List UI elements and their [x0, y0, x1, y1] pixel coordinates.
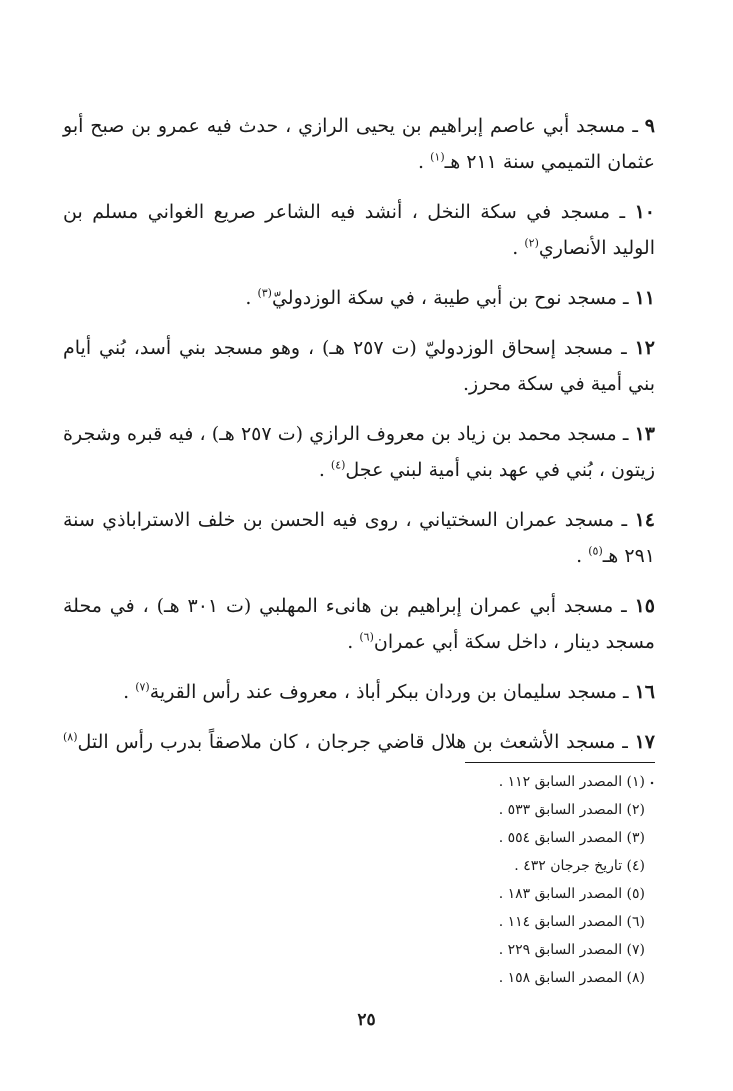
entry-number: ٩ [644, 115, 655, 137]
entry-punctuation: . [245, 287, 252, 309]
entry-punctuation: . [648, 767, 655, 789]
entry-number: ١١ [634, 287, 655, 309]
mosque-entry: ١٣ ـ مسجد محمد بن زياد بن معروف الرازي (ت ٢٥٧ هـ) ، فيه قبره وشجرة زيتون ، بُني في عهد بني أمية لبني عجل$^{(٤)}$ . [63, 423, 656, 481]
entry-punctuation: . [347, 631, 354, 653]
entry-number: ١٣ [634, 423, 656, 445]
footnote-marker: (٨) [63, 730, 78, 744]
mosque-entry: ١٦ ـ مسجد سليمان بن وردان ببكر أباذ ، معروف عند رأس القرية$^{(٧)}$ . [123, 680, 655, 703]
entry-text: مسجد في سكة النخل ، أنشد فيه الشاعر صريع الغواني مسلم بن الوليد الأنصاري [63, 201, 655, 259]
footnotes-list [345, 768, 645, 992]
footnote-item: (٧) المصدر السابق ٢٢٩ . [498, 942, 645, 958]
footnote-marker: (٥) [588, 544, 603, 558]
entry-number: ١٠ [634, 201, 655, 223]
footnote-marker: (٦) [359, 630, 374, 644]
entry-punctuation: . [123, 681, 130, 703]
entry-text: مسجد محمد بن زياد بن معروف الرازي (ت ٢٥٧ هـ) ، فيه قبره وشجرة زيتون ، بُني في عهد بني أمية لبني عجل [63, 423, 655, 481]
mosque-entry: ١٥ ـ مسجد أبي عمران إبراهيم بن هانىء المهلبي (ت ٣٠١ هـ) ، في محلة مسجد دينار ، داخل سكة أبي عمران$^{(٦)}$ . [63, 595, 655, 653]
entry-number: ١٦ [634, 681, 655, 703]
entry-punctuation: . [576, 545, 583, 567]
entry-number: ١٤ [634, 509, 655, 531]
entry-text: مسجد عمران السختياني ، روى فيه الحسن بن خلف الاستراباذي سنة ٢٩١ هـ [63, 509, 655, 567]
footnote-item: (٣) المصدر السابق ٥٥٤ . [498, 830, 645, 846]
entry-text: مسجد أبي عمران إبراهيم بن هانىء المهلبي (ت ٣٠١ هـ) ، في محلة مسجد دينار ، داخل سكة أبي عمران [63, 595, 655, 653]
mosque-entry: ١٢ ـ مسجد إسحاق الوزدوليّ (ت ٢٥٧ هـ) ، وهو مسجد بني أسد، بُني أيام بني أمية في سكة محرز. [63, 337, 655, 395]
mosque-entry: ١٠ ـ مسجد في سكة النخل ، أنشد فيه الشاعر صريع الغواني مسلم بن الوليد الأنصاري$^{(٢)}$ . [63, 201, 655, 259]
footnote-item: (٥) المصدر السابق ١٨٣ . [498, 886, 645, 902]
entry-number: ١٢ [634, 337, 655, 359]
footnote-item: (٦) المصدر السابق ١١٤ . [498, 914, 645, 930]
footnote-divider [465, 762, 655, 763]
footnote-item: (٤) تاريخ جرجان ٤٣٢ . [514, 858, 645, 874]
mosque-entry: ١١ ـ مسجد نوح بن أبي طيبة ، في سكة الوزدوليّ$^{(٣)}$ . [245, 286, 655, 309]
entry-text: مسجد أبي عاصم إبراهيم بن يحيى الرازي ، حدث فيه عمرو بن صبح أبو عثمان التميمي سنة ٢١١ هـ [63, 115, 655, 173]
footnote-marker: (٧) [135, 680, 150, 694]
footnote-marker: (١) [430, 150, 445, 164]
entry-number: ١٧ [634, 731, 655, 753]
entry-punctuation: . [512, 237, 519, 259]
footnote-marker: (٢) [524, 236, 539, 250]
entry-text: مسجد سليمان بن وردان ببكر أباذ ، معروف عند رأس القرية [149, 681, 617, 703]
page-number: ٢٥ [357, 1010, 376, 1030]
entry-text: مسجد نوح بن أبي طيبة ، في سكة الوزدوليّ [271, 287, 617, 309]
entry-text: مسجد الأشعث بن هلال قاضي جرجان ، كان ملاصقاً بدرب رأس التل [77, 731, 616, 753]
entry-punctuation: . [418, 151, 425, 173]
mosque-entry: ٩ ـ مسجد أبي عاصم إبراهيم بن يحيى الرازي ، حدث فيه عمرو بن صبح أبو عثمان التميمي سنة ٢١١ هـ$^{(١)}$ . [63, 115, 655, 173]
entry-number: ١٥ [634, 595, 655, 617]
footnote-item: (٢) المصدر السابق ٥٣٣ . [498, 802, 645, 818]
mosque-entries [63, 108, 655, 810]
footnote-item: (٨) المصدر السابق ١٥٨ . [498, 970, 645, 986]
mosque-entry: ١٤ ـ مسجد عمران السختياني ، روى فيه الحسن بن خلف الاستراباذي سنة ٢٩١ هـ$^{(٥)}$ . [63, 509, 655, 567]
entry-punctuation: . [318, 459, 325, 481]
footnote-marker: (٣) [257, 286, 272, 300]
entry-text: مسجد إسحاق الوزدوليّ (ت ٢٥٧ هـ) ، وهو مسجد بني أسد، بُني أيام بني أمية في سكة محرز. [63, 337, 655, 395]
footnote-marker: (٤) [330, 458, 346, 472]
footnote-item: (١) المصدر السابق ١١٢ . [498, 774, 645, 790]
mosque-entry: ١٧ ـ مسجد الأشعث بن هلال قاضي جرجان ، كان ملاصقاً بدرب رأس التل$^{(٨)}$ . [63, 730, 655, 789]
